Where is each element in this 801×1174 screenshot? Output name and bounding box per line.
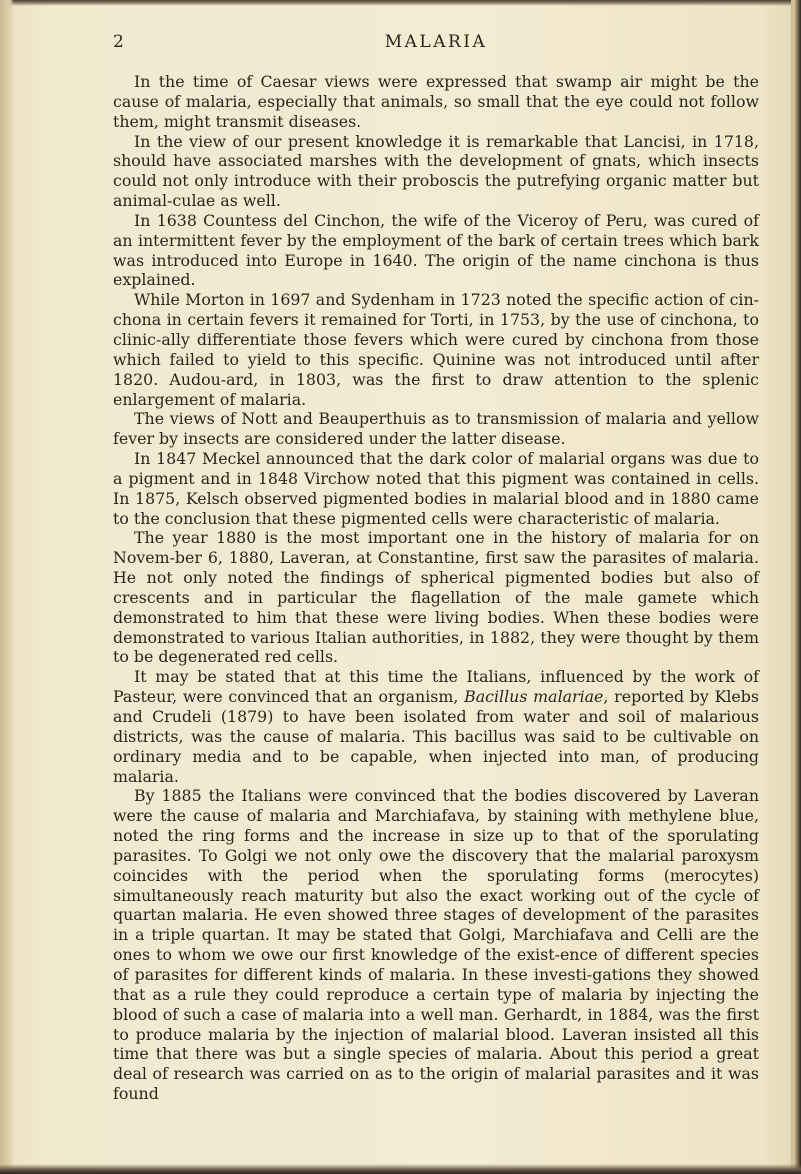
- paragraph-morton-sydenham: While Morton in 1697 and Sydenham in 1723 noted the specific action of cin-chona in certain fevers it remained for Torti, in 1753, by the use of cinchona, to clinic-ally differentiate those fevers which were cured by cinchona from those which failed to yield to this specific. Quinine was not introduced until after 1820. Audou-ard, in 1803, was the first to draw attention to the splenic enlargement of malaria.: [113, 290, 759, 409]
- paragraph-meckel-virchow: In 1847 Meckel announced that the dark color of malarial organs was due to a pigment and in 1848 Virchow noted that this pigment was contained in cells. In 1875, Kelsch observed pigmented bodies in malarial blood and in 1880 came to the conclusion that these pigmented cells were characteristic of malaria.: [113, 449, 759, 528]
- paragraph-text-part: , reported by Klebs and Crudeli (1879) to have been isolated from water and soil of malarious districts, was the cause of malaria. This bacillus was said to be cultivable on ordinary media and to be capable, when injected into man, of producing malaria.: [113, 687, 759, 786]
- paragraph-nott-beauperthuis: The views of Nott and Beauperthuis as to transmission of malaria and yellow fever by insects are considered under the latter disease.: [113, 409, 759, 449]
- page-header: [113, 32, 759, 56]
- body-text: [113, 72, 759, 1104]
- page-bottom-edge: [0, 1164, 801, 1174]
- page-right-edge: [791, 0, 801, 1174]
- running-title: MALARIA: [384, 32, 488, 52]
- paragraph-cinchon: In 1638 Countess del Cinchon, the wife of the Viceroy of Peru, was cured of an intermittent fever by the employment of the bark of certain trees which bark was introduced into Europe in 1640. The origin of the name cinchona is thus explained.: [113, 210, 759, 290]
- paragraph-caesar: In the time of Caesar views were expressed that swamp air might be the cause of malaria, especially that animals, so small that the eye could not follow them, might transmit diseases.: [113, 72, 759, 131]
- paragraph-golgi-marchiafava: By 1885 the Italians were convinced that the bodies discovered by Laveran were the cause of malaria and Marchiafava, by staining with methylene blue, noted the ring forms and the increase in size up to that of the sporulating parasites. To Golgi we not only owe the discovery that the malarial paroxysm coincides with the period when the sporulating forms (merocytes) simultaneously reach maturity but also the exact working out of the cycle of quartan malaria. He even showed three stages of development of the parasites in a triple quartan. It may be stated that Golgi, Marchiafava and Celli are the ones to whom we owe our first knowledge of the exist-ence of different species of parasites for different kinds of malaria. In these investi-gations they showed that as a rule they could reproduce a certain type of malaria by injecting the blood of such a case of malaria into a well man. Gerhardt, in 1884, was the first to produce malaria by the injection of malarial blood. Laveran insisted all this time that there was but a single species of malaria. About this period a great deal of research was carried on as to the origin of malarial parasites and it was found: [113, 786, 759, 1104]
- page-top-shadow: [0, 0, 801, 6]
- paragraph-laveran-1880: The year 1880 is the most important one in the history of malaria for on Novem-ber 6, 1880, Laveran, at Constantine, first saw the parasites of malaria. He not only noted the findings of spherical pigmented bodies but also of crescents and in particular the flagellation of the male gamete which demonstrated to him that these were living bodies. When these bodies were demonstrated to various Italian authorities, in 1882, they were thought by them to be degenerated red cells.: [113, 528, 759, 667]
- paragraph-lancisi: In the view of our present knowledge it is remarkable that Lancisi, in 1718, should have associated marshes with the development of gnats, which insects could not only introduce with their proboscis the putrefying organic matter but animal-culae as well.: [113, 131, 759, 211]
- paragraph-pasteur-bacillus: [113, 667, 759, 786]
- paragraph-text-part: It may be stated that at this time the Italians, influenced by the work of Pasteur, were convinced that an organism,: [113, 667, 759, 707]
- page-number: 2: [113, 32, 125, 52]
- page-left-edge: [0, 0, 14, 1174]
- species-name: Bacillus malariae: [464, 687, 604, 707]
